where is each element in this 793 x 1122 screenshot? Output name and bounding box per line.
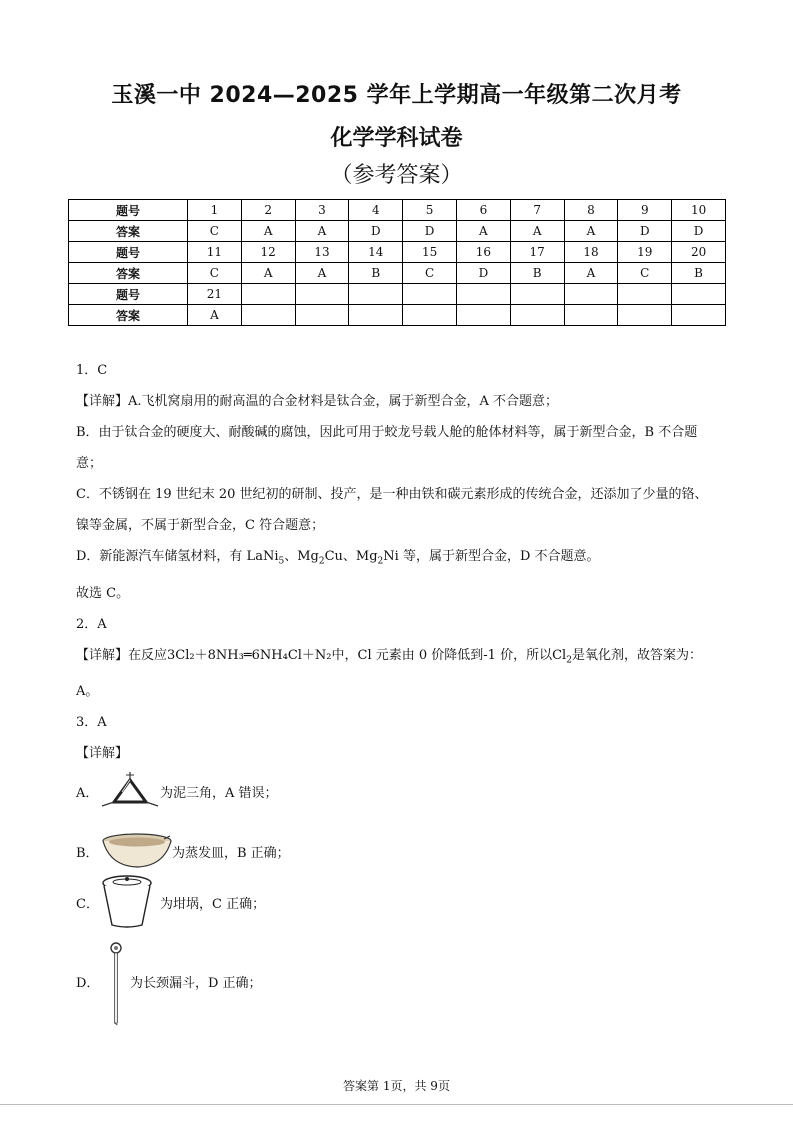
- answer-table-row: [69, 305, 726, 326]
- q3-number: 3．A: [76, 715, 107, 731]
- answer-table-cell: [672, 284, 726, 305]
- long-neck-funnel-icon: [106, 940, 126, 1026]
- q3-option-b-text: 为蒸发皿，B 正确；: [172, 846, 290, 861]
- answer-table-row: [69, 200, 726, 221]
- answer-table-cell: A: [295, 263, 349, 284]
- q1-detail-c: C．不锈钢在 19 世纪末 20 世纪初的研制、投产，是一种由铁和碳元素形成的传统合金，还添加了少量的铬、镍等金属，不属于新型合金，C 符合题意；: [76, 487, 708, 533]
- answer-table-cell: [672, 305, 726, 326]
- answer-table-row: [69, 284, 726, 305]
- answer-table-cell: A: [564, 221, 618, 242]
- answer-table-cell: 5: [403, 200, 457, 221]
- answer-table: [68, 199, 726, 326]
- answer-table-cell: [241, 305, 295, 326]
- answer-table-cell: D: [349, 221, 403, 242]
- answer-table-cell: 6: [456, 200, 510, 221]
- reaction-equation: 3Cl₂＋8NH₃═6NH₄Cl＋N₂: [167, 647, 332, 663]
- answer-table-row-label: 题号: [69, 242, 188, 263]
- q1-detail-d: D．新能源汽车储氢材料，有 LaNi$_5$、$Mg_2Cu$、$Mg_2Ni$ 等，属于新型合金，D 不合题意。: [76, 549, 600, 567]
- answer-table-cell: C: [188, 221, 242, 242]
- answer-table-cell: 3: [295, 200, 349, 221]
- answer-table-cell: [456, 284, 510, 305]
- answer-table-row-label: 答案: [69, 305, 188, 326]
- answer-table-cell: 2: [241, 200, 295, 221]
- answer-table-cell: [349, 305, 403, 326]
- answer-table-cell: D: [672, 221, 726, 242]
- answer-table-row-label: 答案: [69, 221, 188, 242]
- q3-option-d-text: 为长颈漏斗，D 正确；: [130, 976, 262, 991]
- answer-table-cell: 17: [510, 242, 564, 263]
- q3-option-d-letter: D．: [76, 976, 100, 991]
- answer-table-cell: D: [403, 221, 457, 242]
- answer-table-cell: D: [618, 221, 672, 242]
- answer-table-row: [69, 242, 726, 263]
- answer-table-cell: A: [456, 221, 510, 242]
- q1-detail-a: 【详解】A.飞机窝扇用的耐高温的合金材料是钛合金，属于新型合金，A 不合题意；: [76, 394, 559, 409]
- q1-detail-b: B．由于钛合金的硬度大、耐酸碱的腐蚀，因此可用于蛟龙号载人舱的舱体材料等，属于新型合金，B 不合题意；: [76, 425, 698, 471]
- q2-detail: 【详解】在反应3Cl₂＋8NH₃═6NH₄Cl＋N₂中，Cl 元素由 0 价降低到-1 价，所以$Cl_2$是氧化剂，故答案为：: [76, 647, 702, 666]
- solutions-body: [76, 355, 718, 769]
- crucible-icon: [100, 873, 154, 929]
- answer-table-row-label: 题号: [69, 284, 188, 305]
- answer-table-cell: [295, 305, 349, 326]
- answer-table-cell: [403, 284, 457, 305]
- answer-table-cell: D: [456, 263, 510, 284]
- q1-conclusion: 故选 C。: [76, 585, 130, 601]
- answer-table-cell: [618, 305, 672, 326]
- q3-option-a-letter: A．: [76, 786, 99, 801]
- q3-option-d: [76, 940, 376, 1026]
- answer-table-cell: A: [510, 221, 564, 242]
- q1-number: 1．C: [76, 363, 108, 378]
- answer-table-cell: [564, 284, 618, 305]
- answer-table-cell: 21: [188, 284, 242, 305]
- answer-table-cell: A: [241, 263, 295, 284]
- cl2-formula: $Cl_2$: [552, 647, 572, 666]
- page-title-line1: 玉溪一中 2024—2025 学年上学期高一年级第二次月考: [111, 83, 682, 108]
- q3-option-c: [76, 873, 376, 929]
- answer-table-cell: [564, 305, 618, 326]
- answer-table-cell: [510, 305, 564, 326]
- answer-table-cell: [403, 305, 457, 326]
- answer-table-cell: 20: [672, 242, 726, 263]
- answer-table-cell: 19: [618, 242, 672, 263]
- answer-table-cell: [618, 284, 672, 305]
- evaporating-dish-icon: [100, 832, 174, 870]
- answer-table-cell: 8: [564, 200, 618, 221]
- answer-table-row-label: 答案: [69, 263, 188, 284]
- answer-table-cell: A: [295, 221, 349, 242]
- answer-table-cell: [456, 305, 510, 326]
- page-title-line2: 化学学科试卷: [330, 126, 463, 151]
- answer-table-cell: B: [672, 263, 726, 284]
- answer-table-cell: 18: [564, 242, 618, 263]
- answer-table-cell: [241, 284, 295, 305]
- answer-table-cell: [510, 284, 564, 305]
- answer-table-cell: C: [188, 263, 242, 284]
- answer-table-row: [69, 263, 726, 284]
- q2-number: 2．A: [76, 616, 107, 632]
- q3-option-a: [76, 770, 376, 810]
- answer-table-cell: 11: [188, 242, 242, 263]
- answer-table-cell: 16: [456, 242, 510, 263]
- answer-table-cell: C: [403, 263, 457, 284]
- answer-table-cell: 4: [349, 200, 403, 221]
- answer-table-cell: B: [349, 263, 403, 284]
- q3-detail: 【详解】: [76, 746, 129, 762]
- q3-option-c-letter: C．: [76, 897, 99, 912]
- q3-option-b: [76, 830, 376, 870]
- answer-table-cell: A: [188, 305, 242, 326]
- answer-table-cell: 1: [188, 200, 242, 221]
- answer-table-cell: 14: [349, 242, 403, 263]
- answer-table-cell: 7: [510, 200, 564, 221]
- answer-table-cell: A: [564, 263, 618, 284]
- answer-table-cell: 13: [295, 242, 349, 263]
- q3-option-c-text: 为坩埚，C 正确；: [160, 897, 266, 912]
- answer-table-row: [69, 221, 726, 242]
- answer-table-cell: 15: [403, 242, 457, 263]
- answer-table-cell: C: [618, 263, 672, 284]
- q2-conclusion: A。: [76, 684, 99, 700]
- q3-option-a-text: 为泥三角，A 错误；: [160, 786, 278, 801]
- q3-option-b-letter: B．: [76, 846, 99, 861]
- clay-triangle-icon: [100, 770, 160, 810]
- footer-divider: [0, 1104, 793, 1105]
- answer-table-cell: A: [241, 221, 295, 242]
- answer-table-cell: B: [510, 263, 564, 284]
- answer-table-cell: [349, 284, 403, 305]
- answer-table-cell: 9: [618, 200, 672, 221]
- answer-table-cell: 12: [241, 242, 295, 263]
- answer-table-cell: 10: [672, 200, 726, 221]
- page-title-line3: （参考答案）: [330, 163, 463, 188]
- answer-table-row-label: 题号: [69, 200, 188, 221]
- answer-table-cell: [295, 284, 349, 305]
- page-footer: 答案第 1页，共 9页: [343, 1079, 450, 1093]
